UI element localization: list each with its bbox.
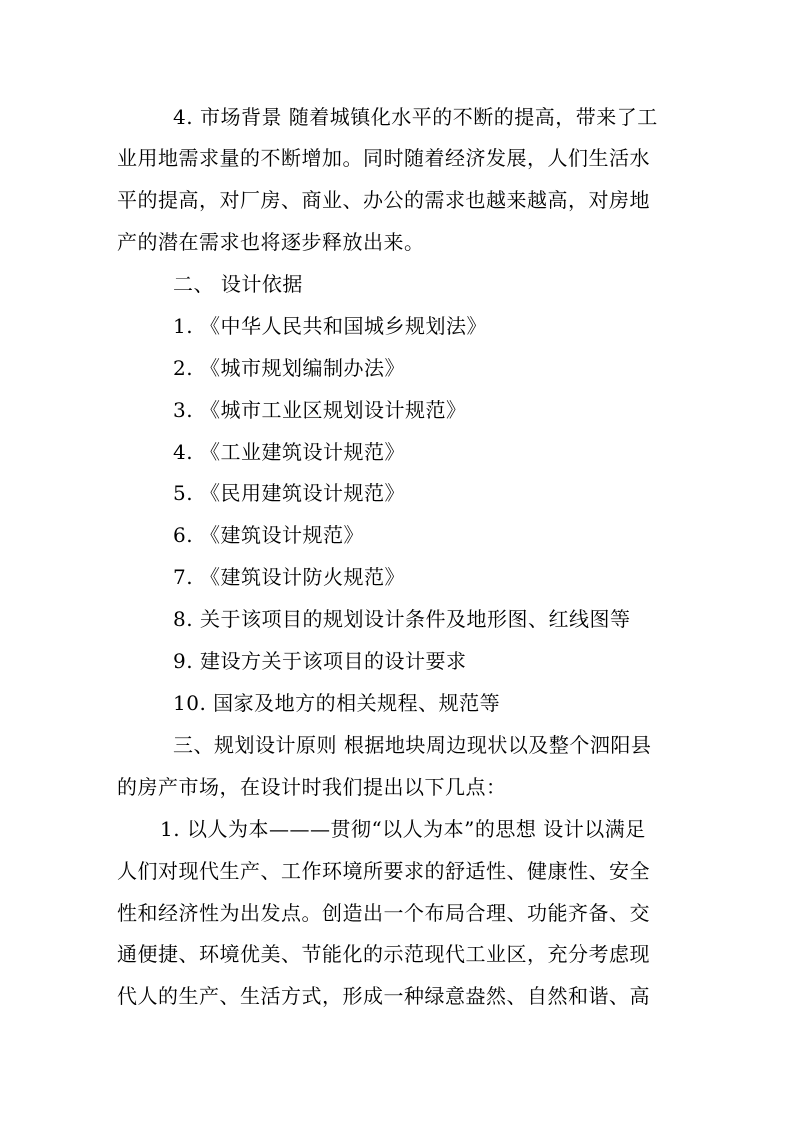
list-item-basis-3: 3. 《城市工业区规划设计规范》 (173, 398, 467, 422)
list-item-basis-2: 2. 《城市规划编制办法》 (173, 356, 405, 380)
paragraph-planning-principles-line-2: 的房产市场，在设计时我们提出以下几点： (117, 775, 507, 799)
paragraph-people-oriented-line-1: 1. 以人为本———贯彻“以人为本”的思想 设计以满足 (160, 817, 646, 841)
paragraph-market-background-line-3: 平的提高，对厂房、商业、办公的需求也越来越高，对房地 (117, 188, 650, 212)
paragraph-people-oriented-line-2: 人们对现代生产、工作环境所要求的舒适性、健康性、安全 (117, 859, 650, 883)
paragraph-people-oriented-line-4: 通便捷、环境优美、节能化的示范现代工业区，充分考虑现 (117, 942, 650, 966)
list-item-basis-10: 10. 国家及地方的相关规程、规范等 (173, 691, 501, 715)
section-heading-design-basis: 二、 设计依据 (173, 272, 303, 296)
list-item-basis-6: 6. 《建筑设计规范》 (173, 523, 364, 547)
list-item-basis-9: 9. 建设方关于该项目的设计要求 (173, 649, 467, 673)
list-item-basis-7: 7. 《建筑设计防火规范》 (173, 565, 405, 589)
paragraph-market-background-line-4: 产的潜在需求也将逐步释放出来。 (117, 230, 425, 254)
list-item-basis-8: 8. 关于该项目的规划设计条件及地形图、红线图等 (173, 607, 631, 631)
paragraph-market-background-line-2: 业用地需求量的不断增加。同时随着经济发展，人们生活水 (117, 146, 650, 170)
paragraph-people-oriented-line-3: 性和经济性为出发点。创造出一个布局合理、功能齐备、交 (117, 901, 650, 925)
list-item-basis-4: 4. 《工业建筑设计规范》 (173, 440, 405, 464)
paragraph-people-oriented-line-5: 代人的生产、生活方式，形成一种绿意盎然、自然和谐、高 (117, 984, 650, 1008)
paragraph-market-background-line-1: 4. 市场背景 随着城镇化水平的不断的提高，带来了工 (173, 105, 658, 129)
list-item-basis-5: 5. 《民用建筑设计规范》 (173, 481, 405, 505)
section-heading-planning-principles: 三、规划设计原则 根据地块周边现状以及整个泗阳县 (173, 733, 652, 757)
list-item-basis-1: 1. 《中华人民共和国城乡规划法》 (173, 314, 487, 338)
